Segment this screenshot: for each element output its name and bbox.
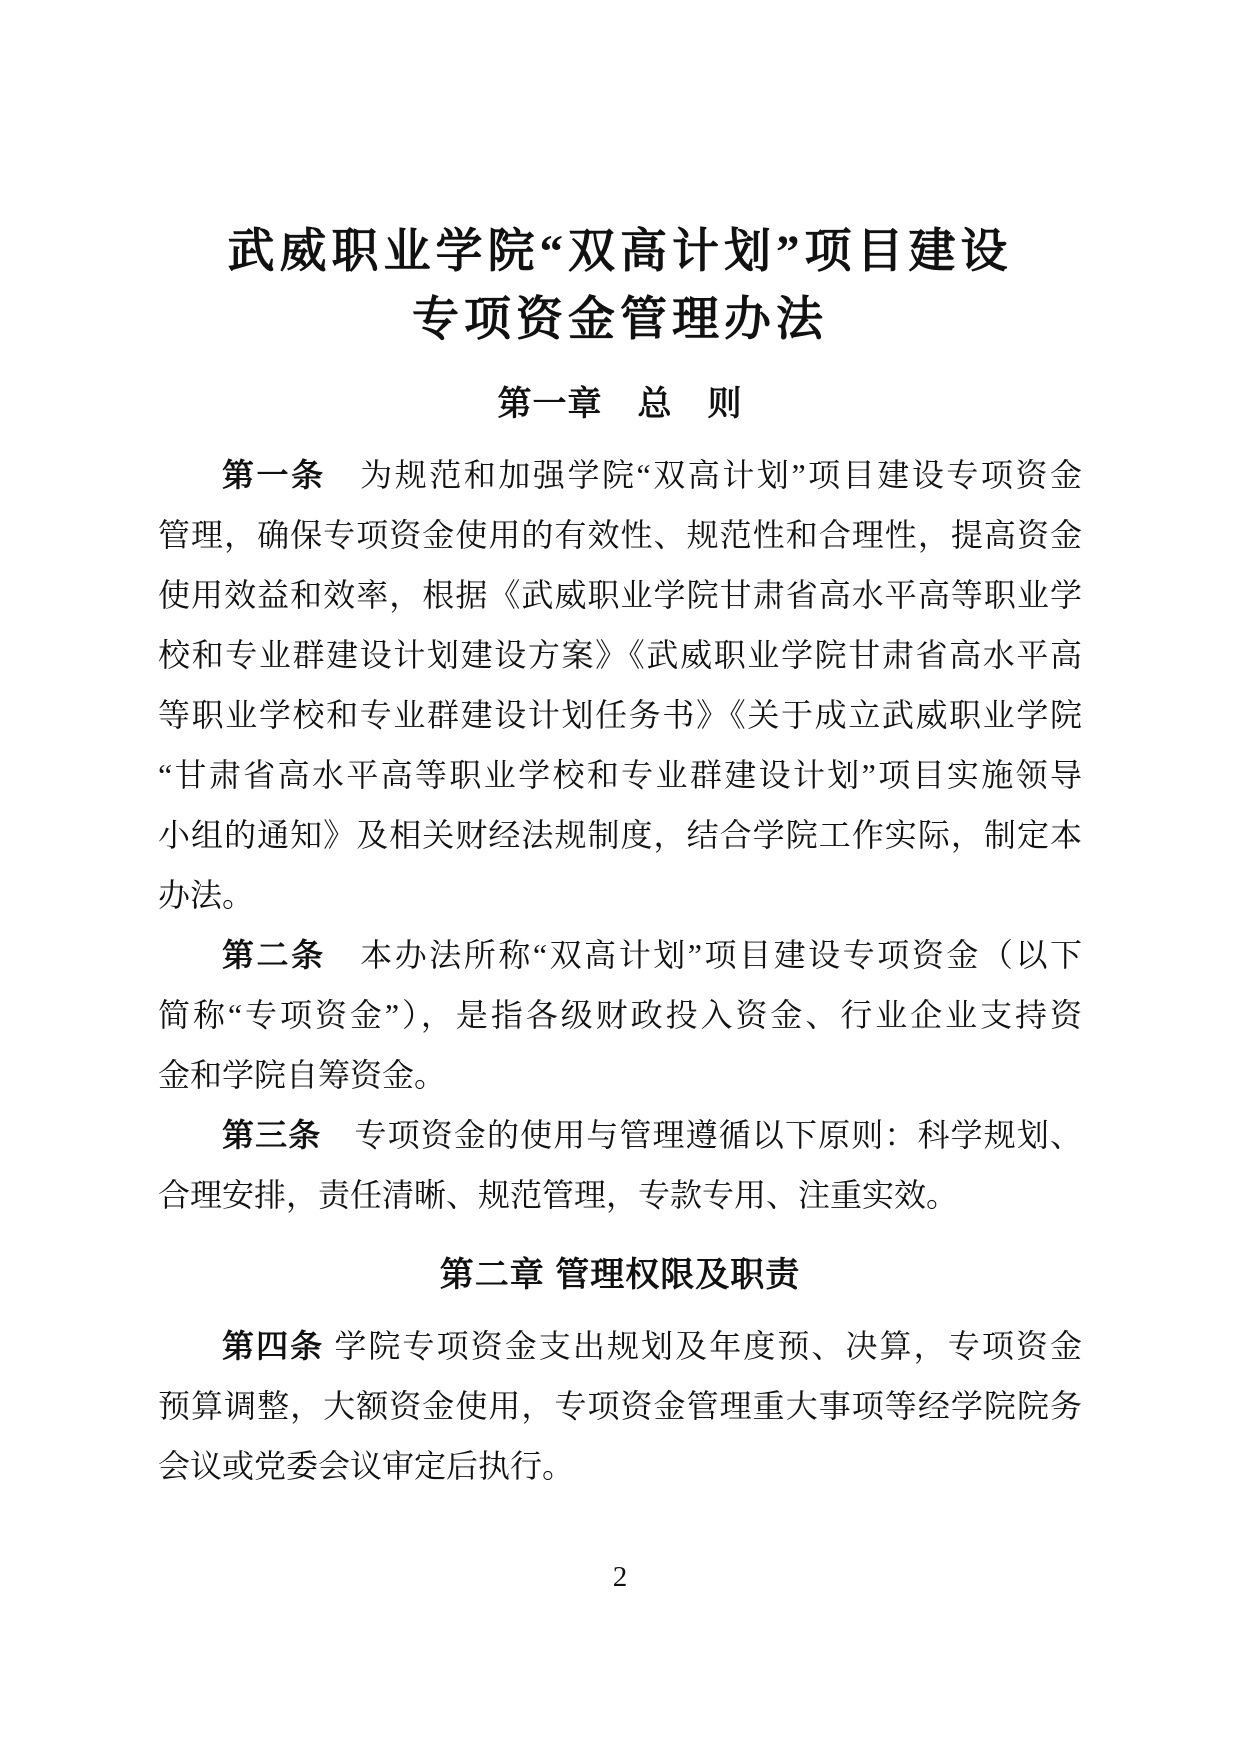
paragraph-line: 管理，确保专项资金使用的有效性、规范性和合理性，提高资金: [158, 517, 1082, 553]
paragraph-line: 办法。: [158, 877, 255, 913]
paragraph-line: 合理安排，责任清晰、规范管理，专款专用、注重实效。: [158, 1177, 959, 1213]
paragraph-line: 第一条 为规范和加强学院“双高计划”项目建设专项资金: [222, 457, 1082, 493]
paragraph-line: 小组的通知》及相关财经法规制度，结合学院工作实际，制定本: [158, 817, 1082, 853]
paragraph-line: 使用效益和效率，根据《武威职业学院甘肃省高水平高等职业学: [158, 577, 1082, 613]
paragraph-line: 金和学院自筹资金。: [158, 1057, 447, 1093]
paragraph-line: 第二条 本办法所称“双高计划”项目建设专项资金（以下: [222, 937, 1082, 973]
paragraph-line: 第三条 专项资金的使用与管理遵循以下原则：科学规划、: [222, 1117, 1082, 1153]
paragraph-line: 第四条 学院专项资金支出规划及年度预、决算，专项资金: [222, 1328, 1082, 1364]
article-number: 第二条: [222, 937, 326, 973]
paragraph-line: “甘肃省高水平高等职业学校和专业群建设计划”项目实施领导: [158, 757, 1082, 793]
paragraph-line: 会议或党委会议审定后执行。: [158, 1448, 575, 1484]
article-number: 第四条: [222, 1328, 325, 1364]
document-title-line-1: 武威职业学院“双高计划”项目建设: [227, 226, 1013, 278]
document-title: [158, 218, 1082, 354]
document-title-line-2: 专项资金管理办法: [412, 294, 828, 346]
article-number: 第一条: [222, 457, 326, 493]
chapter-heading: 第二章 管理权限及职责: [439, 1256, 801, 1294]
paragraph-line: 等职业学校和专业群建设计划任务书》《关于成立武威职业学院: [158, 697, 1082, 733]
paragraph-line: 简称“专项资金”），是指各级财政投入资金、行业企业支持资: [158, 997, 1082, 1033]
chapter-heading: 第一章 总 则: [497, 385, 743, 423]
paragraph-line: 校和专业群建设计划建设方案》《武威职业学院甘肃省高水平高: [158, 637, 1082, 673]
paragraph-line: 预算调整，大额资金使用，专项资金管理重大事项等经学院院务: [158, 1388, 1082, 1424]
page-number: 2: [612, 1561, 628, 1593]
document-body: [158, 378, 1082, 1496]
article-number: 第三条: [222, 1117, 322, 1153]
